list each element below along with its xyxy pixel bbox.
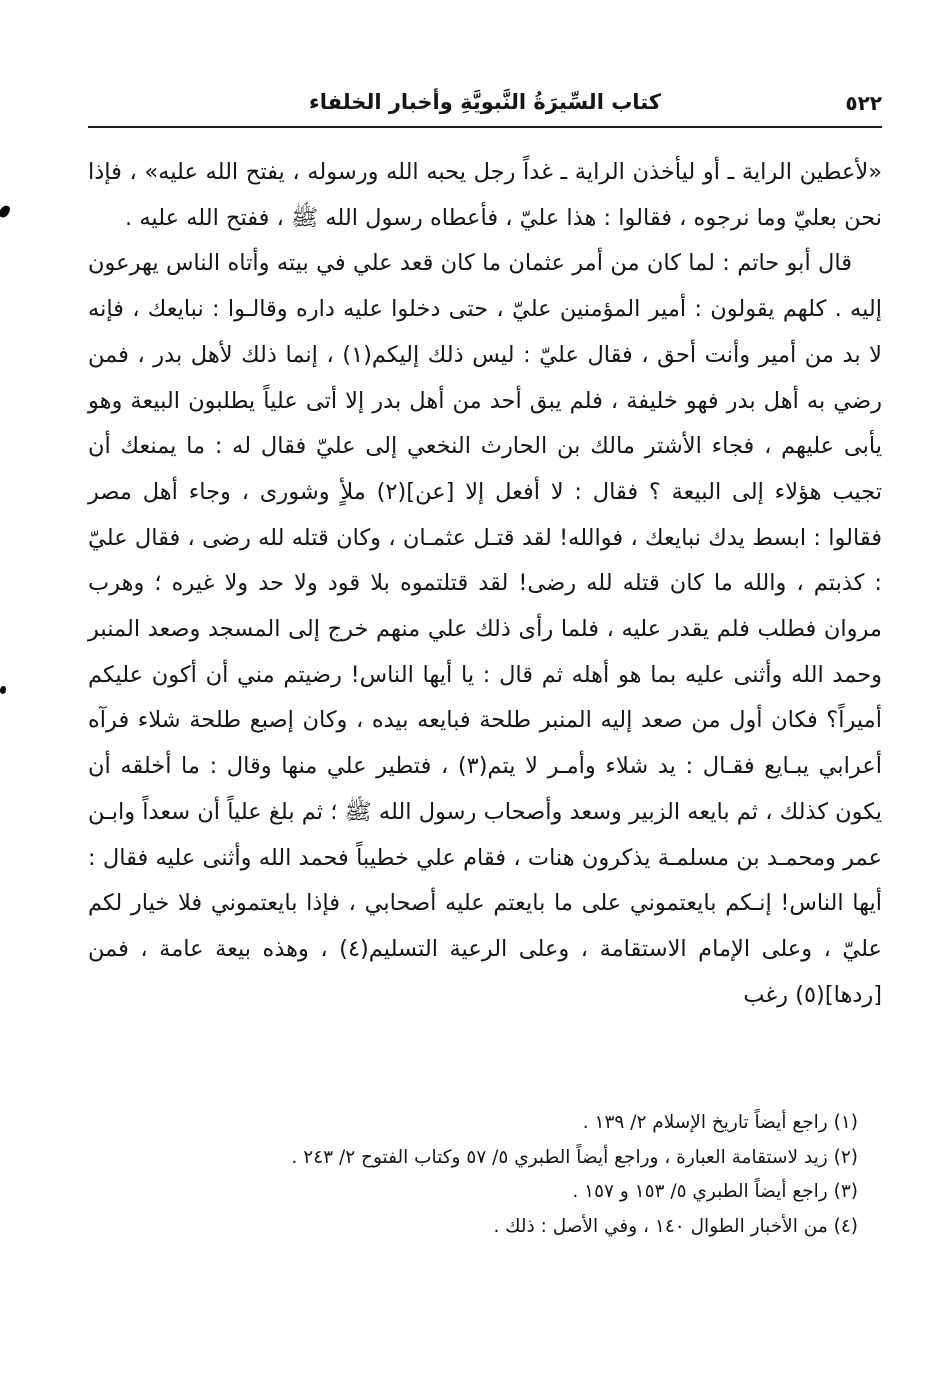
footnotes-section xyxy=(88,1106,858,1244)
header-rule xyxy=(88,126,882,128)
footnote: (٢) زيد لاستقامة العبارة ، وراجع أيضاً الطبري ٥/ ٥٧ وكتاب الفتوح ٢/ ٢٤٣ . xyxy=(291,1146,858,1168)
footnote: (٣) راجع أيضاً الطبري ٥/ ١٥٣ و ١٥٧ . xyxy=(572,1181,858,1202)
page-header xyxy=(88,90,882,120)
ink-mark xyxy=(0,686,6,694)
body-text xyxy=(88,150,882,1018)
footnote: (٤) من الأخبار الطوال ١٤٠ ، وفي الأصل : ذلك . xyxy=(493,1215,858,1237)
book-title: كتاب السِّيرَةُ النَّبويَّةِ وأخبار الخلفاء xyxy=(309,90,661,114)
paragraph: «لأعطين الراية ـ أو ليأخذن الراية ـ غداً رجل يحبه الله ورسوله ، يفتح الله عليه» ، فإذا نحن بعليّ وما نرجوه ، فقالوا : هذا عليّ ، فأعطاه رسول الله ﷺ ، ففتح الله عليه . xyxy=(88,159,882,231)
paragraph: قال أبو حاتم : لما كان من أمر عثمان ما كان قعد علي في بيته وأتاه الناس يهرعون إليه . كلهم يقولون : أمير المؤمنين عليّ ، حتى دخلوا عليه داره وقالـوا : نبايعك ، فإنه لا بد من أمير وأنت أحق ، فقال عليّ : ليس ذلك إليكم(١) ، إنما ذلك لأهل بدر ، فمن رضي به أهل بدر فهو خليفة ، فلم يبق أحد من أهل بدر إلا أتى علياً يطلبون البيعة وهو يأبى عليهم ، فجاء الأشتر مالك بن الحارث النخعي إلى عليّ فقال له : ما يمنعك أن تجيب هؤلاء إلى البيعة ؟ فقال : لا أفعل إلا [عن](٢) ملأٍ وشورى ، وجاء أهل مصر فقالوا : ابسط يدك نبايعك ، فوالله! لقد قتـل عثمـان ، وكان قتله لله رضى ، فقال عليّ : كذبتم ، والله ما كان قتله لله رضى! لقد قتلتموه بلا قود ولا حد ولا غيره ؛ وهرب مروان فطلب فلم يقدر عليه ، فلما رأى ذلك علي منهم خرج إلى المسجد وصعد المنبر وحمد الله وأثنى عليه بما هو أهله ثم قال : يا أيها الناس! رضيتم مني أن أكون عليكم أميراً؟ فكان أول من صعد إليه المنبر طلحة فبايعه بيده ، وكان إصبع طلحة شلاء فرآه أعرابي يبـايع فقـال : يد شلاء وأمـر لا يتم(٣) ، فتطير علي منها وقال : ما أخلقه أن يكون كذلك ، ثم بايعه الزبير وسعد وأصحاب رسول الله ﷺ ؛ ثم بلغ علياً أن سعداً وابـن عمر ومحمـد بن مسلمـة يذكرون هنات ، فقام علي خطيباً فحمد الله وأثنى عليه فقال : أيها الناس! إنـكم بايعتموني على ما بايعتم عليه أصحابي ، فإذا بايعتموني فلا خيار لكم عليّ ، وعلى الإمام الاستقامة ، وعلى الرعية التسليم(٤) ، وهذه بيعة عامة ، فمن [ردها](٥) رغب xyxy=(88,250,883,1008)
footnote: (١) راجع أيضاً تاريخ الإسلام ٢/ ١٣٩ . xyxy=(582,1112,858,1133)
page-number: ٥٢٢ xyxy=(845,91,882,115)
ink-mark xyxy=(0,204,12,220)
